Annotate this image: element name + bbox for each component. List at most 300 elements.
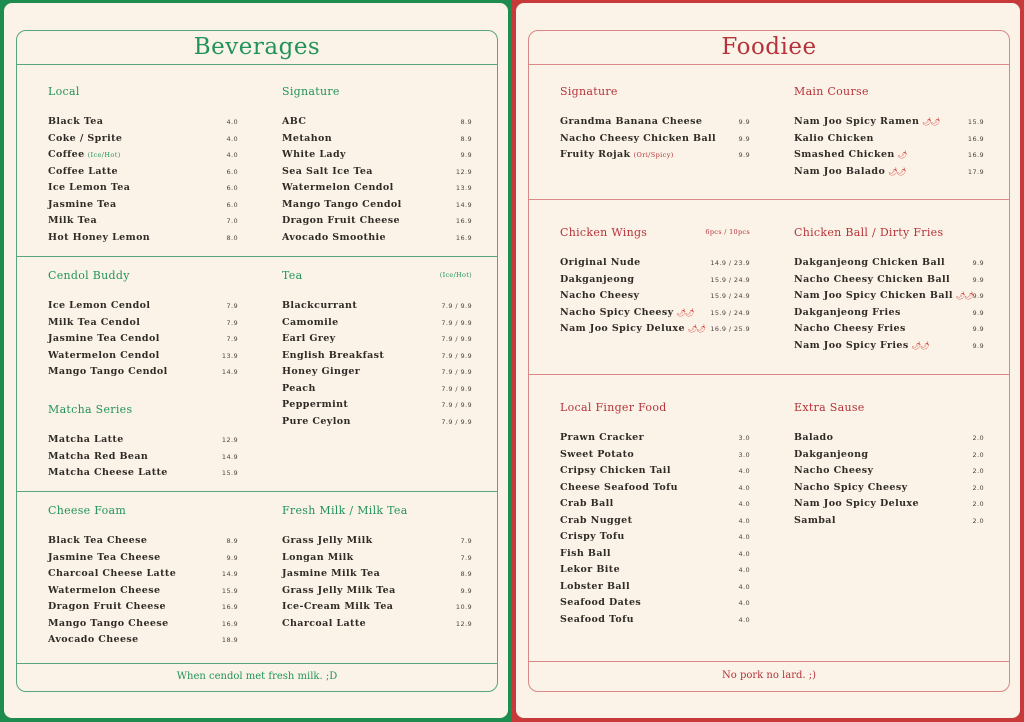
item-price: 9.9 [738, 151, 750, 159]
menu-item [48, 350, 238, 367]
item-name: Jasmine Tea Cheese [48, 551, 161, 563]
item-name: Sambal [794, 514, 836, 526]
item-price: 7.9 / 9.9 [441, 417, 472, 426]
item-price: 4.0 [738, 566, 750, 574]
divider [529, 661, 1009, 662]
menu-item [794, 340, 984, 357]
item-name: Coffee [48, 149, 85, 160]
menu-item [282, 399, 472, 416]
item-price: 15.9 [221, 469, 238, 477]
menu-item [48, 133, 238, 150]
section-finger-food [560, 401, 750, 630]
menu-item [794, 149, 984, 166]
section-note: (Ice/Hot) [439, 271, 472, 279]
menu-item [282, 133, 472, 150]
item-price: 15.9 [967, 118, 984, 126]
menu-item [560, 564, 750, 581]
item-price: 7.9 [226, 335, 238, 343]
item-name: Metahon [282, 132, 333, 144]
item-price: 2.0 [972, 434, 984, 442]
menu-item [48, 618, 238, 635]
item-price: 12.9 [455, 619, 472, 628]
item-price: 4.0 [738, 549, 750, 558]
menu-item [560, 465, 750, 482]
item-price: 4.0 [738, 582, 750, 591]
item-name: Nam Joo Balado [794, 165, 886, 177]
item-name: Black Tea [48, 116, 104, 127]
item-name: Nam Joo Spicy Deluxe [794, 498, 919, 509]
section-heading [560, 226, 750, 240]
item-price: 13.9 [455, 184, 472, 192]
section-food-signature [560, 85, 750, 166]
item-name: Lobster Ball [560, 580, 630, 592]
item-price: 9.9 [972, 325, 984, 333]
section-signature-drinks [282, 85, 472, 248]
item-price: 14.9 [221, 368, 238, 376]
chili-icon: 🌶🌶 [888, 166, 906, 176]
item-price: 4.0 [226, 118, 238, 126]
section-heading [560, 401, 750, 415]
menu-item [48, 149, 238, 166]
item-name: Nam Joo Spicy Chicken Ball [794, 290, 953, 301]
section-main-course [794, 85, 984, 182]
menu-item [560, 307, 750, 324]
item-price: 9.9 [972, 275, 984, 284]
item-name: Coffee Latte [48, 165, 118, 177]
menu-item [560, 581, 750, 598]
menu-item [560, 515, 750, 532]
item-name: Crab Nugget [560, 514, 633, 526]
menu-item [560, 290, 750, 307]
item-name: Nacho Cheesy Chicken Ball [560, 132, 717, 144]
item-price: 14.9 [221, 570, 238, 578]
item-name: Charcoal Latte [282, 617, 367, 629]
item-price: 9.9 [738, 134, 750, 143]
menu-item [282, 232, 472, 249]
menu-item [48, 434, 238, 451]
item-name: White Lady [282, 149, 346, 160]
item-name: Kalio Chicken [794, 132, 874, 144]
item-name: Ice Lemon Tea [48, 182, 131, 193]
item-price: 2.0 [972, 467, 984, 475]
item-name: Seafood Dates [560, 597, 642, 608]
item-name: Sea Salt Ice Tea [282, 165, 373, 177]
menu-item [282, 199, 472, 216]
item-name: Mango Tango Cendol [282, 198, 402, 210]
menu-item [282, 416, 472, 433]
foodiee-panel [512, 0, 1024, 722]
item-name: Coke / Sprite [48, 132, 123, 144]
item-price: 4.0 [738, 615, 750, 624]
item-price: 2.0 [972, 500, 984, 508]
item-price: 2.0 [972, 483, 984, 492]
item-name: Balado [794, 432, 834, 443]
item-name: Charcoal Cheese Latte [48, 568, 177, 579]
item-price: 15.9 / 24.9 [710, 308, 750, 317]
item-name: Avocado Smoothie [282, 231, 387, 243]
menu-item [282, 618, 472, 635]
item-name: Watermelon Cendol [48, 349, 160, 361]
menu-item [48, 182, 238, 199]
item-name: Crab Ball [560, 498, 614, 509]
menu-item [560, 149, 750, 166]
beverages-footer: When cendol met fresh milk. ;D [176, 671, 338, 682]
menu-item [560, 257, 750, 274]
item-price: 16.9 [967, 134, 984, 143]
menu-item [560, 597, 750, 614]
item-price: 6.0 [226, 167, 238, 176]
item-price: 7.9 / 9.9 [441, 351, 472, 360]
menu-item [560, 133, 750, 150]
item-price: 9.9 [972, 341, 984, 350]
item-price: 4.0 [738, 533, 750, 541]
item-name: Black Tea Cheese [48, 535, 148, 546]
item-price: 7.9 / 9.9 [441, 302, 472, 310]
item-name: Avocado Cheese [48, 634, 139, 645]
menu-item [560, 614, 750, 631]
menu-item [794, 274, 984, 291]
item-price: 6.0 [226, 184, 238, 192]
item-price: 16.9 [221, 619, 238, 628]
item-price: 4.0 [738, 467, 750, 475]
item-price: 7.9 [226, 318, 238, 327]
item-name: Crispy Tofu [560, 531, 625, 542]
section-heading [282, 269, 472, 283]
menu-item [48, 199, 238, 216]
menu-item [48, 601, 238, 618]
item-price: 8.9 [460, 570, 472, 578]
item-name: Camomile [282, 316, 339, 328]
item-price: 15.9 / 24.9 [710, 292, 750, 300]
item-name: Honey Ginger [282, 366, 361, 377]
menu-item [282, 350, 472, 367]
beverages-card [4, 3, 508, 718]
section-title: Chicken Wings [560, 226, 648, 239]
menu-item [794, 166, 984, 183]
section-heading [282, 504, 472, 518]
item-name: Milk Tea [48, 215, 98, 226]
foodiee-title: Foodiee [721, 34, 817, 60]
item-price: 13.9 [221, 351, 238, 360]
section-title: Local [48, 85, 80, 98]
item-name: Grass Jelly Milk Tea [282, 584, 396, 596]
item-price: 7.0 [226, 217, 238, 225]
item-name: Peppermint [282, 399, 349, 410]
menu-item [48, 215, 238, 232]
section-title: Signature [282, 85, 340, 98]
item-price: 4.0 [738, 500, 750, 508]
item-name: Mango Tango Cendol [48, 366, 168, 377]
chili-icon: 🌶🌶 [955, 291, 973, 300]
divider [529, 374, 1009, 375]
foodiee-frame [528, 30, 1010, 692]
item-name: Watermelon Cendol [282, 182, 394, 193]
item-price: 7.9 [460, 537, 472, 545]
menu-item [48, 366, 238, 383]
menu-item [48, 535, 238, 552]
menu-item [282, 300, 472, 317]
item-name: Dragon Fruit Cheese [48, 601, 166, 612]
item-note: (Ori/Spicy) [633, 151, 674, 159]
section-heading [48, 403, 238, 417]
menu-item [282, 333, 472, 350]
divider [17, 663, 497, 664]
menu-item [282, 116, 472, 133]
item-name: Dakganjeong [794, 448, 869, 460]
item-name: Nacho Cheesy Chicken Ball [794, 273, 951, 285]
section-title: Matcha Series [48, 403, 133, 416]
item-price: 14.9 / 23.9 [710, 259, 750, 267]
section-heading [794, 226, 984, 240]
item-price: 9.9 [972, 308, 984, 317]
item-price: 15.9 [221, 586, 238, 595]
section-heading [794, 85, 984, 99]
menu-item [560, 531, 750, 548]
chili-icon: 🌶🌶 [922, 117, 940, 126]
item-price: 7.9 / 9.9 [441, 318, 472, 327]
item-name: Cheese Seafood Tofu [560, 481, 678, 493]
menu-item [282, 568, 472, 585]
section-title: Cheese Foam [48, 504, 127, 517]
item-price: 14.9 [455, 200, 472, 209]
item-price: 16.9 / 25.9 [710, 325, 750, 333]
item-name: Nam Joo Spicy Fries [794, 339, 909, 351]
section-chicken-ball [794, 226, 984, 356]
section-cheese-foam [48, 504, 238, 651]
item-price: 7.9 / 9.9 [441, 368, 472, 376]
section-title: Tea [282, 269, 303, 282]
item-price: 16.9 [455, 217, 472, 225]
section-title: Extra Sause [794, 401, 865, 414]
section-title: Local Finger Food [560, 401, 667, 414]
item-name: Smashed Chicken [794, 149, 895, 160]
menu-item [560, 432, 750, 449]
item-name: Nacho Spicy Cheesy [794, 481, 908, 493]
item-price: 8.9 [460, 134, 472, 143]
menu-item [282, 182, 472, 199]
item-name: Dakganjeong Chicken Ball [794, 257, 946, 268]
menu-item [560, 482, 750, 499]
section-tea [282, 269, 472, 432]
menu-item [48, 467, 238, 484]
item-price: 14.9 [221, 452, 238, 461]
item-name: ABC [282, 116, 307, 127]
item-price: 10.9 [455, 603, 472, 611]
foodiee-footer: No pork no lard. ;) [722, 670, 816, 681]
menu-item [560, 498, 750, 515]
item-name: Cripsy Chicken Tail [560, 465, 671, 476]
item-name: Ice Lemon Cendol [48, 300, 151, 311]
menu-item [794, 465, 984, 482]
item-price: 12.9 [455, 167, 472, 176]
item-name: Fish Ball [560, 547, 611, 559]
section-matcha [48, 403, 238, 484]
item-name: Earl Grey [282, 333, 336, 344]
menu-item [794, 133, 984, 150]
foodiee-card [516, 3, 1020, 718]
item-name: Grass Jelly Milk [282, 535, 373, 546]
menu-item [48, 451, 238, 468]
item-name: Dragon Fruit Cheese [282, 215, 400, 226]
menu-item [48, 116, 238, 133]
item-price: 8.0 [226, 233, 238, 242]
menu-item [794, 482, 984, 499]
item-name: Jasmine Tea [48, 198, 117, 210]
item-name: Longan Milk [282, 551, 354, 563]
section-heading [48, 504, 238, 518]
item-price: 4.0 [738, 516, 750, 525]
menu-item [794, 290, 984, 307]
menu-item [560, 116, 750, 133]
section-heading [282, 85, 472, 99]
item-price: 17.9 [967, 167, 984, 176]
item-name: Dakganjeong [560, 273, 635, 285]
item-price: 7.9 / 9.9 [441, 384, 472, 393]
item-name: Matcha Latte [48, 434, 124, 445]
item-name: Jasmine Milk Tea [282, 568, 381, 579]
menu-item [282, 366, 472, 383]
item-price: 7.9 / 9.9 [441, 335, 472, 343]
item-note: (Ice/Hot) [87, 151, 121, 159]
chili-icon: 🌶🌶 [911, 340, 929, 350]
chili-icon: 🌶🌶 [687, 324, 705, 333]
menu-item [560, 323, 750, 340]
menu-item [282, 215, 472, 232]
menu-item [282, 535, 472, 552]
item-name: Dakganjeong Fries [794, 306, 901, 318]
menu-item [794, 257, 984, 274]
menu-item [794, 323, 984, 340]
item-price: 7.9 / 9.9 [441, 401, 472, 409]
menu-item [794, 116, 984, 133]
item-name: Milk Tea Cendol [48, 316, 141, 328]
menu-item [48, 568, 238, 585]
section-heading [48, 85, 238, 99]
item-price: 15.9 / 24.9 [710, 275, 750, 284]
menu-item [48, 634, 238, 651]
item-name: Nacho Cheesy Fries [794, 323, 906, 334]
item-name: Matcha Cheese Latte [48, 467, 168, 478]
item-price: 8.9 [226, 537, 238, 545]
item-price: 7.9 [460, 553, 472, 562]
menu-item [282, 166, 472, 183]
section-local [48, 85, 238, 248]
item-name: Nam Joo Spicy Ramen [794, 116, 920, 127]
section-heading [560, 85, 750, 99]
item-price: 4.0 [738, 599, 750, 607]
item-name: Seafood Tofu [560, 613, 634, 625]
item-price: 18.9 [221, 636, 238, 644]
beverages-title: Beverages [193, 34, 321, 60]
menu-item [794, 449, 984, 466]
item-name: Grandma Banana Cheese [560, 116, 703, 127]
item-price: 2.0 [972, 450, 984, 459]
item-price: 9.9 [972, 259, 984, 267]
item-name: Nacho Spicy Cheesy [560, 306, 674, 318]
menu-item [48, 317, 238, 334]
item-name: English Breakfast [282, 349, 385, 361]
section-title: Fresh Milk / Milk Tea [282, 504, 408, 517]
item-name: Pure Ceylon [282, 415, 351, 427]
item-price: 6.0 [226, 200, 238, 209]
item-price: 4.0 [226, 151, 238, 159]
item-name: Nacho Cheesy [794, 465, 874, 476]
divider [529, 199, 1009, 200]
item-price: 16.9 [967, 151, 984, 159]
menu-item [282, 552, 472, 569]
menu-item [794, 307, 984, 324]
chili-icon: 🌶 [897, 150, 907, 159]
item-price: 7.9 [226, 302, 238, 310]
item-name: Jasmine Tea Cendol [48, 333, 160, 344]
menu-item [282, 317, 472, 334]
item-name: Watermelon Cheese [48, 584, 161, 596]
menu-item [794, 515, 984, 532]
item-name: Original Nude [560, 257, 641, 268]
item-price: 2.0 [972, 516, 984, 525]
beverages-frame [16, 30, 498, 692]
item-name: Mango Tango Cheese [48, 617, 169, 629]
menu-item [282, 149, 472, 166]
menu-item [282, 383, 472, 400]
section-title: Signature [560, 85, 618, 98]
menu-item [48, 166, 238, 183]
menu-item [48, 300, 238, 317]
item-price: 9.9 [972, 292, 984, 300]
item-price: 16.9 [221, 603, 238, 611]
section-chicken-wings [560, 226, 750, 340]
section-heading [794, 401, 984, 415]
menu-item [48, 552, 238, 569]
menu-item [282, 585, 472, 602]
item-name: Matcha Red Bean [48, 450, 149, 462]
item-name: Blackcurrant [282, 300, 358, 311]
menu-item [560, 449, 750, 466]
section-note: 6pcs / 10pcs [705, 228, 750, 236]
item-price: 12.9 [221, 436, 238, 444]
section-title: Main Course [794, 85, 869, 98]
item-name: Nam Joo Spicy Deluxe [560, 323, 685, 334]
item-name: Peach [282, 382, 316, 394]
item-name: Lekor Bite [560, 564, 621, 575]
menu-item [560, 548, 750, 565]
menu-item [794, 498, 984, 515]
item-price: 9.9 [226, 553, 238, 562]
divider [529, 64, 1009, 65]
item-name: Hot Honey Lemon [48, 231, 151, 243]
item-price: 8.9 [460, 118, 472, 126]
section-title: Cendol Buddy [48, 269, 130, 282]
item-name: Fruity Rojak [560, 149, 631, 160]
menu-item [48, 232, 238, 249]
section-cendol-buddy [48, 269, 238, 383]
item-price: 16.9 [455, 233, 472, 242]
item-price: 9.9 [738, 118, 750, 126]
chili-icon: 🌶🌶 [676, 307, 694, 317]
item-price: 9.9 [460, 151, 472, 159]
divider [17, 64, 497, 65]
item-price: 3.0 [738, 450, 750, 459]
item-price: 3.0 [738, 434, 750, 442]
divider [17, 256, 497, 257]
menu-item [794, 432, 984, 449]
section-title: Chicken Ball / Dirty Fries [794, 226, 944, 239]
divider [17, 491, 497, 492]
item-name: Ice-Cream Milk Tea [282, 601, 394, 612]
item-name: Nacho Cheesy [560, 290, 640, 301]
item-price: 4.0 [738, 483, 750, 492]
menu-item [560, 274, 750, 291]
